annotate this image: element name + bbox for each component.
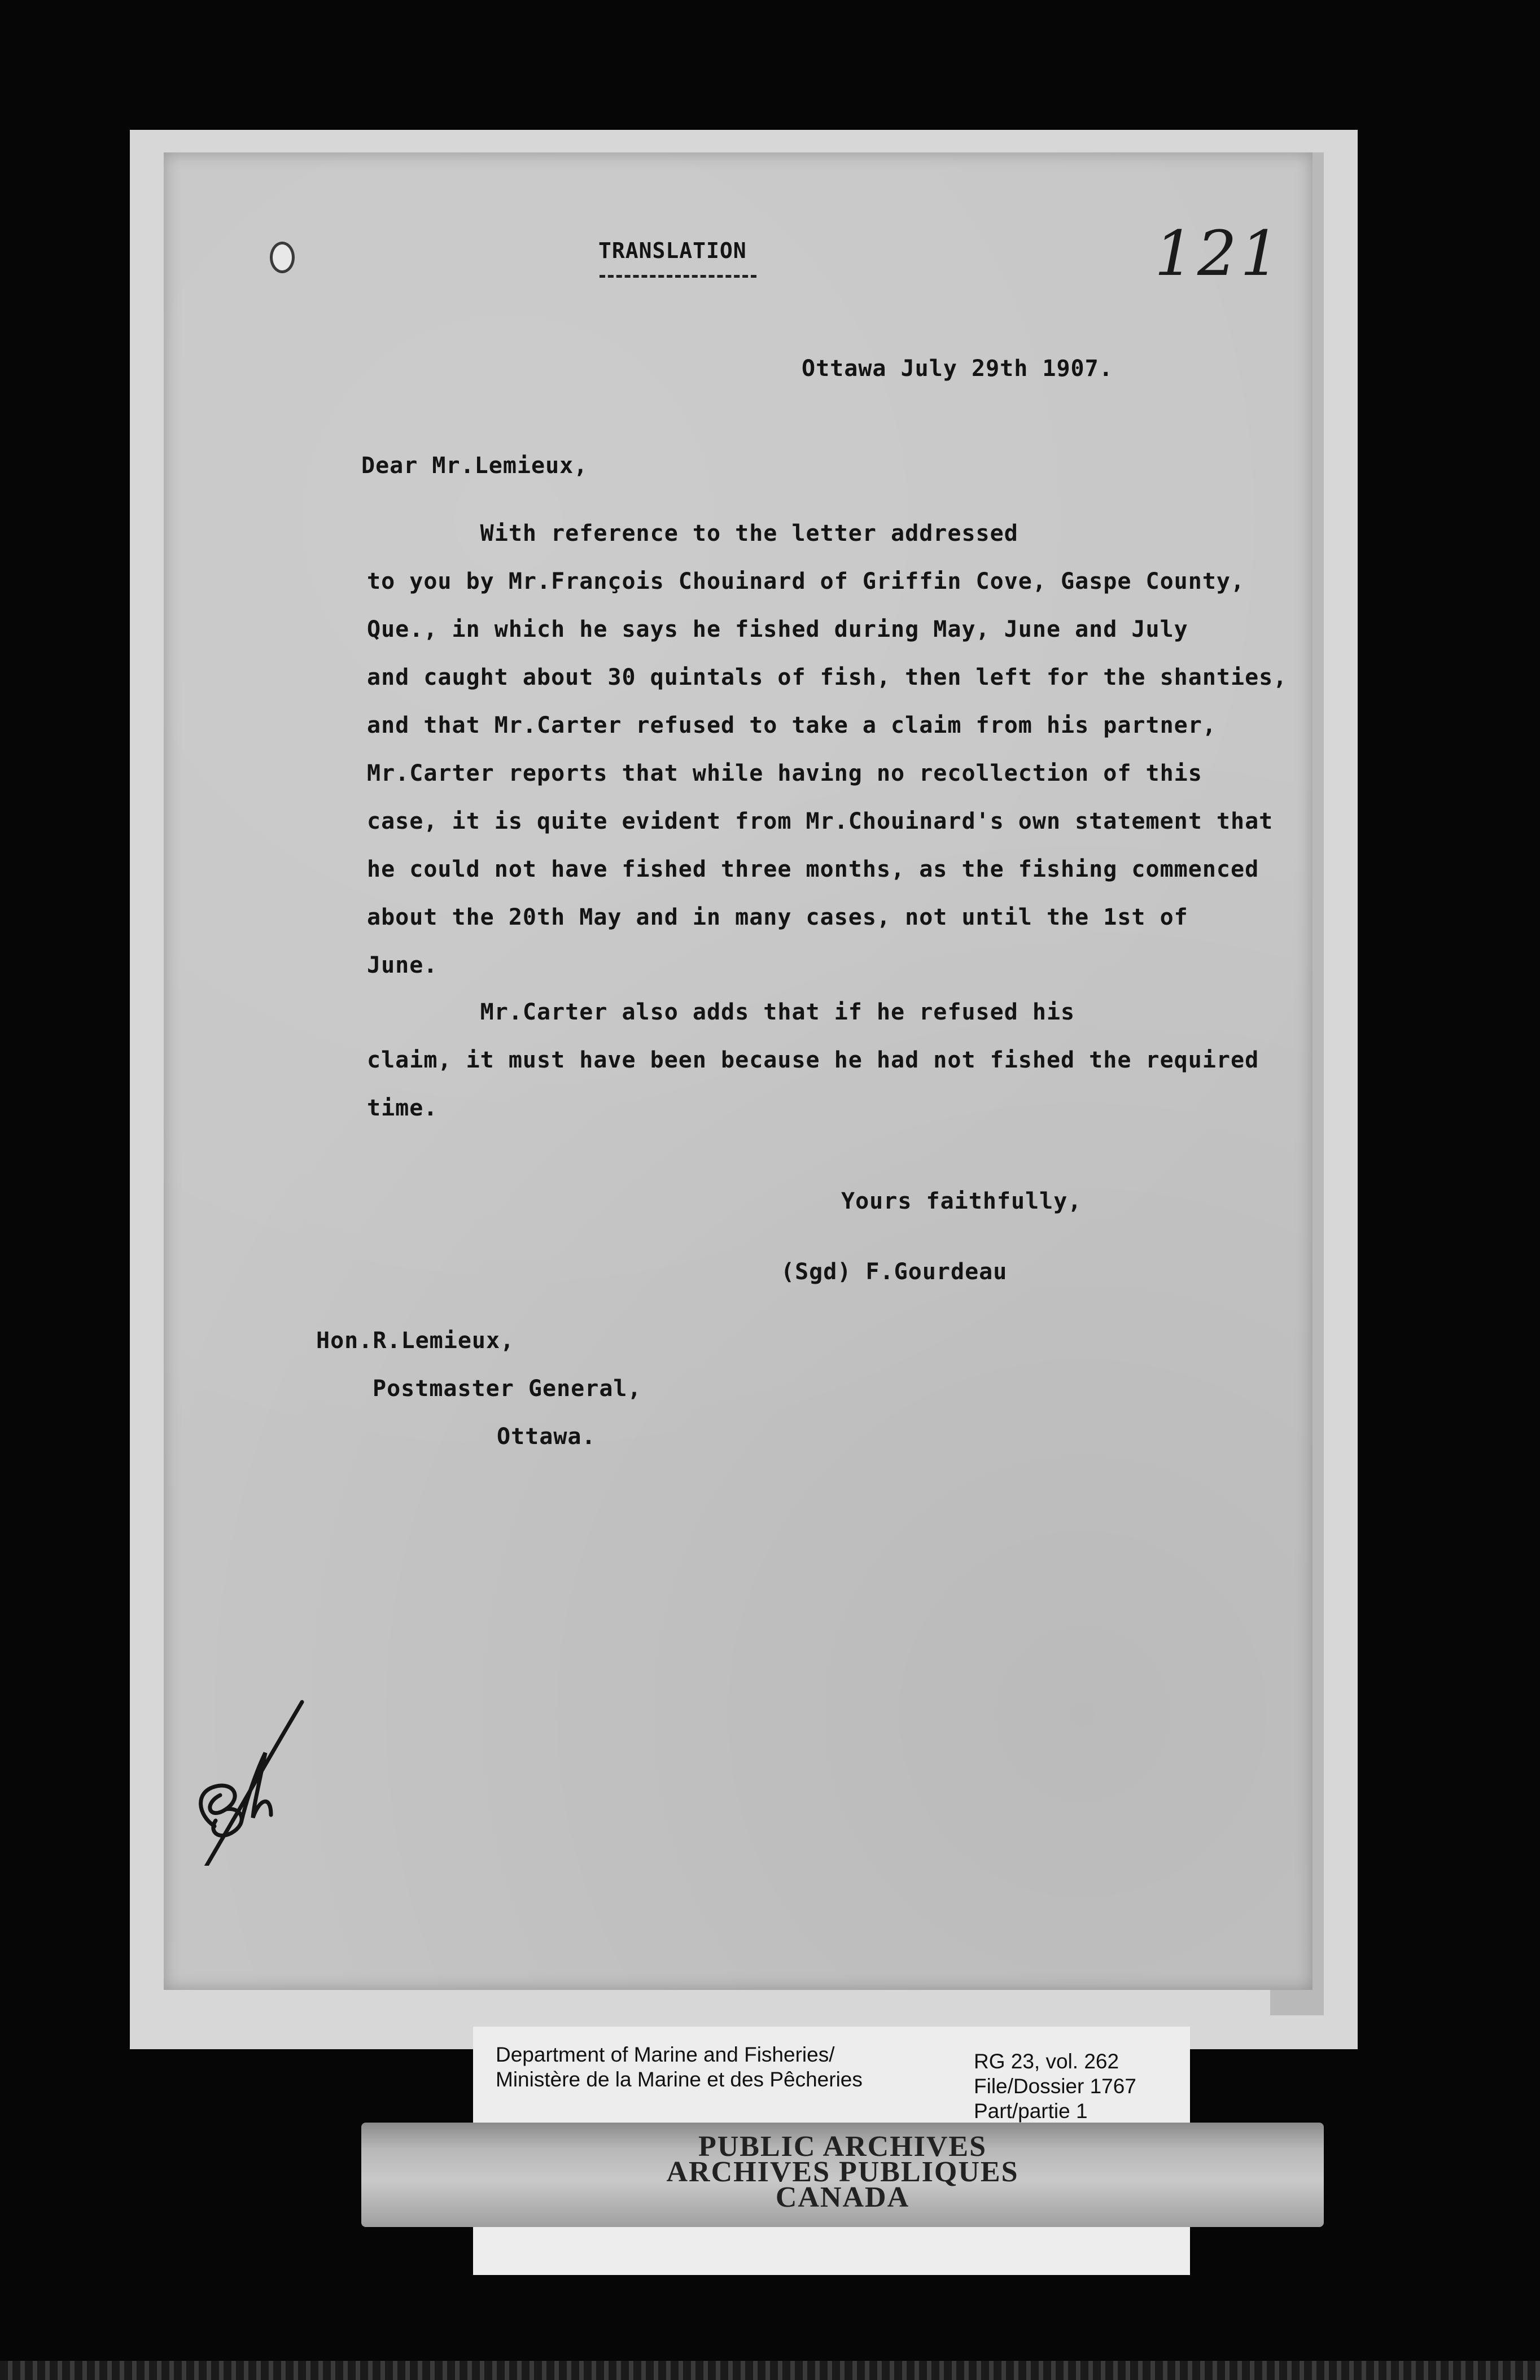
body-line: to you by Mr.François Chouinard of Griffin Cove, Gaspe County, [367, 568, 1245, 594]
reference-line: Part/partie 1 [974, 2099, 1088, 2123]
department-fr: Ministère de la Marine et des Pêcheries [496, 2068, 863, 2091]
document-title: TRANSLATION [598, 238, 747, 263]
stamp-line: CANADA [775, 2181, 910, 2213]
body-line: With reference to the letter addressed [367, 520, 1018, 546]
handwritten-page-number: 121 [1154, 217, 1283, 290]
body-line: case, it is quite evident from Mr.Chouinard's own statement that [367, 808, 1274, 834]
film-edge [0, 2361, 1540, 2380]
address-line: Ottawa. [497, 1424, 596, 1450]
address-line: Hon.R.Lemieux, [316, 1328, 515, 1354]
address-line: Postmaster General, [373, 1376, 642, 1402]
body-line: time. [367, 1095, 438, 1121]
body-line: he could not have fished three months, as the fishing commenced [367, 856, 1259, 882]
title-underline [600, 275, 756, 278]
department-label [496, 2042, 863, 2092]
reference-line: File/Dossier 1767 [974, 2075, 1136, 2098]
body-line: Mr.Carter reports that while having no recollection of this [367, 760, 1202, 786]
body-line: Que., in which he says he fished during May, June and July [367, 616, 1188, 642]
salutation: Dear Mr.Lemieux, [361, 453, 588, 479]
body-line: Mr.Carter also adds that if he refused his [367, 999, 1075, 1025]
letter-date: Ottawa July 29th 1907. [802, 356, 1113, 382]
department-en: Department of Marine and Fisheries/ [496, 2043, 835, 2066]
closing: Yours faithfully, [841, 1188, 1082, 1214]
stamp-line: PUBLIC ARCHIVES [698, 2130, 987, 2163]
body-line: June. [367, 952, 438, 978]
handwritten-initials [181, 1685, 316, 1866]
signature: (Sgd) F.Gourdeau [781, 1259, 1008, 1285]
body-line: and that Mr.Carter refused to take a claim from his partner, [367, 712, 1217, 738]
body-line: and caught about 30 quintals of fish, then left for the shanties, [367, 664, 1288, 690]
stamp-line: ARCHIVES PUBLIQUES [666, 2156, 1019, 2188]
reference-label [974, 2049, 1136, 2124]
reference-line: RG 23, vol. 262 [974, 2050, 1119, 2073]
punch-hole [270, 242, 295, 273]
body-line: claim, it must have been because he had not fished the required [367, 1047, 1259, 1073]
body-line: about the 20th May and in many cases, not until the 1st of [367, 904, 1188, 930]
